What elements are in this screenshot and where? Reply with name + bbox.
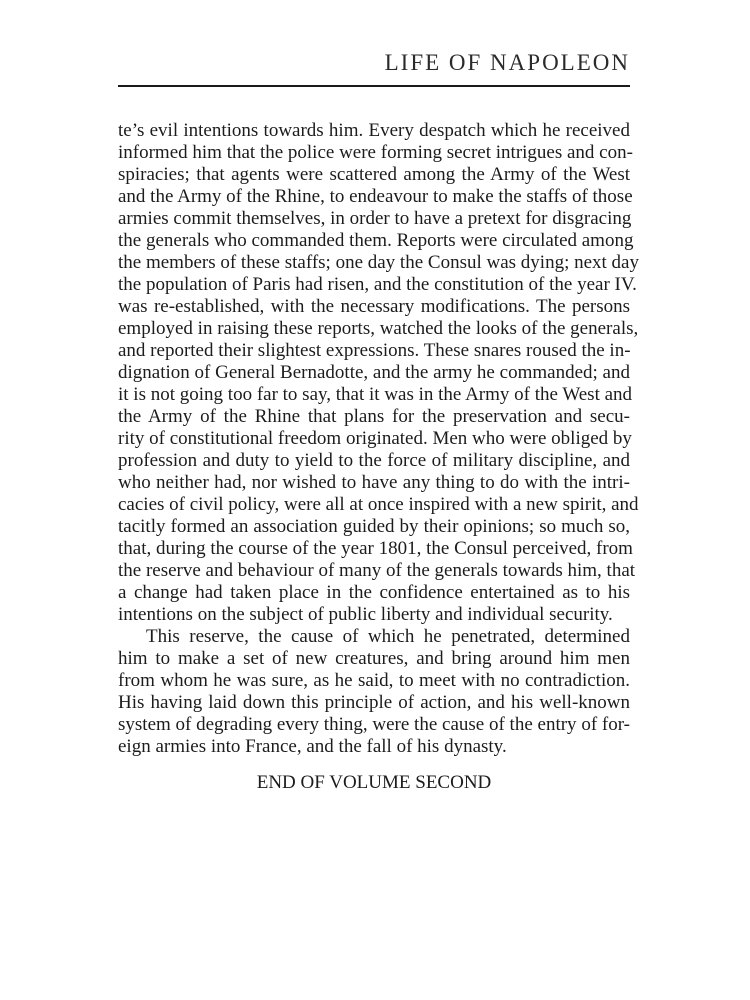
paragraph-2	[118, 626, 630, 758]
text-line: system of degrading every thing, were the cause of the entry of for-	[118, 714, 630, 735]
text-line: eign armies into France, and the fall of his dynasty.	[118, 736, 507, 757]
text-line: dignation of General Bernadotte, and the army he commanded; and	[118, 362, 630, 383]
text-line: rity of constitutional freedom originated. Men who were obliged by	[118, 428, 632, 449]
text-line: that, during the course of the year 1801, the Consul perceived, from	[118, 538, 633, 559]
text-line: cacies of civil policy, were all at once inspired with a new spirit, and	[118, 494, 639, 515]
text-line: armies commit themselves, in order to have a pretext for disgracing	[118, 208, 632, 229]
text-line: the members of these staffs; one day the Consul was dying; next day	[118, 252, 639, 273]
text-line: the population of Paris had risen, and the constitution of the year IV.	[118, 274, 637, 295]
text-line: intentions on the subject of public liberty and individual security.	[118, 604, 613, 625]
text-line: the Army of the Rhine that plans for the preservation and secu-	[118, 406, 630, 427]
running-head-title: LIFE OF NAPOLEON	[384, 50, 630, 75]
text-line: a change had taken place in the confidence entertained as to his	[118, 582, 630, 603]
text-line: This reserve, the cause of which he penetrated, determined	[146, 626, 630, 647]
body-text	[118, 120, 639, 758]
text-line: spiracies; that agents were scattered among the Army of the West	[118, 164, 630, 185]
text-line: and reported their slightest expressions. These snares roused the in-	[118, 340, 631, 361]
text-line: His having laid down this principle of action, and his well-known	[118, 692, 630, 713]
paragraph-1	[118, 120, 639, 626]
text-line: informed him that the police were forming secret intrigues and con-	[118, 142, 633, 163]
text-line: the reserve and behaviour of many of the generals towards him, that	[118, 560, 636, 581]
text-line: it is not going too far to say, that it was in the Army of the West and	[118, 384, 633, 405]
text-line: the generals who commanded them. Reports were circulated among	[118, 230, 634, 251]
end-of-volume-note: END OF VOLUME SECOND	[256, 772, 492, 793]
text-line: employed in raising these reports, watched the looks of the generals,	[118, 318, 639, 339]
text-line: who neither had, nor wished to have any thing to do with the intri-	[118, 472, 630, 493]
text-line: profession and duty to yield to the force of military discipline, and	[118, 450, 630, 471]
text-line: tacitly formed an association guided by their opinions; so much so,	[118, 516, 630, 537]
text-line: was re-established, with the necessary modifications. The persons	[118, 296, 630, 317]
text-line: him to make a set of new creatures, and bring around him men	[118, 648, 630, 669]
text-line: te’s evil intentions towards him. Every despatch which he received	[118, 120, 630, 141]
text-line: and the Army of the Rhine, to endeavour to make the staffs of those	[118, 186, 633, 207]
text-line: from whom he was sure, as he said, to meet with no contradiction.	[118, 670, 630, 691]
header-rule	[118, 85, 630, 87]
